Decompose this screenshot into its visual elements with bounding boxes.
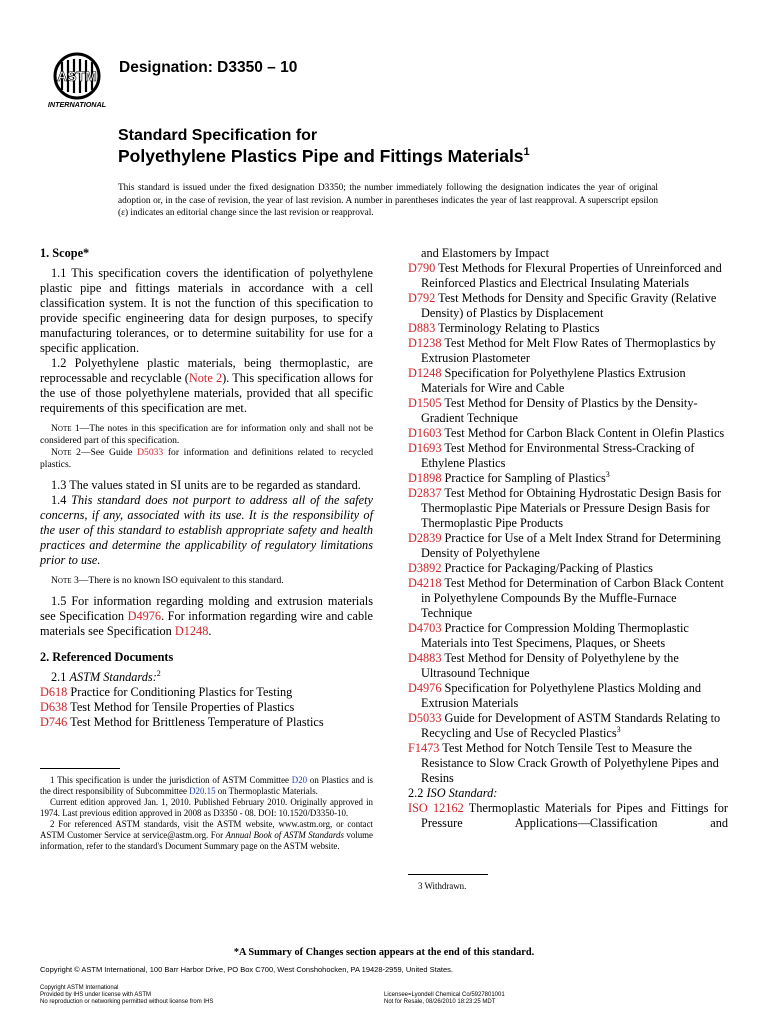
note-2-link[interactable]: Note 2: [188, 371, 223, 385]
d4976-link[interactable]: D4976: [127, 609, 162, 623]
ref-code[interactable]: D1238: [408, 336, 442, 350]
preamble: This standard is issued under the fixed designation D3350; the number immediately following the designation indicates the year of original adoption or, in the case of revision, the year of last revision. A number in parentheses indicates the year of last reapproval. A superscript epsilon (ε) indicates an editorial change since the last revision or reapproval.: [118, 183, 658, 218]
ref-title: Test Method for Carbon Black Content in Olefin Plastics: [441, 426, 725, 440]
ref-title: Test Method for Notch Tensile Test to Measure the Resistance to Slow Crack Growth of Polyethylene Pipes and Resins: [421, 741, 719, 785]
footnote-rule-right: [408, 874, 488, 875]
ref-code[interactable]: D4883: [408, 651, 442, 665]
ref-title: Test Method for Tensile Properties of Plastics: [67, 700, 295, 714]
reference-item: [408, 681, 728, 711]
title-footnote-mark: 1: [523, 146, 530, 159]
d1248-link[interactable]: D1248: [174, 624, 209, 638]
reference-item: [40, 715, 373, 730]
ref-continuation: and Elastomers by Impact: [421, 246, 550, 260]
note-3: Note 3—There is no known ISO equivalent to this standard.: [51, 575, 284, 586]
para-1-4: 1.4 This standard does not purport to address all of the safety concerns, if any, associated with its use. It is the responsibility of the user of this standard to establish appropriate safety and health practices and determine the applicability of regulatory limitations prior to use.: [40, 493, 373, 567]
ref-title: Test Method for Environmental Stress-Cracking of Ethylene Plastics: [421, 441, 695, 470]
ref-title: Practice for Use of a Melt Index Strand for Determining Density of Polyethylene: [421, 531, 721, 560]
right-column: [408, 246, 728, 831]
ref-code[interactable]: D1603: [408, 426, 442, 440]
reference-item: [408, 576, 728, 621]
reference-item: [408, 471, 728, 486]
footnotes: [40, 775, 373, 852]
reference-item: [408, 366, 728, 396]
ref-title: Test Method for Brittleness Temperature of Plastics: [67, 715, 324, 729]
note-1: Note 1—The notes in this specification are for information only and shall not be considered part of this specification.: [40, 423, 373, 446]
para-1-5: 1.5 For information regarding molding and extrusion materials see Specification D4976. For information regarding wire and cable materials see Specification D1248.: [40, 594, 373, 638]
ref-title: Test Method for Density of Polyethylene by the Ultrasound Technique: [421, 651, 679, 680]
para-1-3: 1.3 The values stated in SI units are to be regarded as standard.: [51, 478, 361, 492]
footnote-3: 3 Withdrawn.: [418, 881, 467, 891]
ref-title: Test Method for Determination of Carbon Black Content in Polyethylene Compounds By the Muffle-Furnace Technique: [421, 576, 724, 620]
left-reference-list: [40, 685, 373, 730]
reference-item: [408, 261, 728, 291]
resale-line: Not for Resale, 08/26/2010 18:23:25 MDT: [384, 999, 496, 1005]
reference-item: [408, 486, 728, 531]
reference-item: [408, 741, 728, 786]
title-line2: [118, 146, 530, 167]
section-2-heading: 2. Referenced Documents: [40, 650, 174, 664]
ref-title: Practice for Packaging/Packing of Plastics: [441, 561, 653, 575]
footnote-1: 1 This specification is under the jurisdiction of ASTM Committee D20 on Plastics and is the direct responsibility of Subcommittee D20.15 on Thermoplastic Materials.: [40, 775, 373, 796]
ref-title: Practice for Compression Molding Thermoplastic Materials into Test Specimens, Plaques, or Sheets: [421, 621, 689, 650]
ref-footnote-mark: 3: [616, 724, 621, 734]
d20-link[interactable]: D20: [291, 775, 308, 785]
ref-title: Test Method for Density of Plastics by the Density-Gradient Technique: [421, 396, 698, 425]
reference-item: [408, 426, 728, 441]
ref-title: Guide for Development of ASTM Standards Relating to Recycling and Use of Recycled Plastics: [421, 711, 721, 740]
d5033-link[interactable]: D5033: [137, 447, 164, 458]
reference-item: [408, 441, 728, 471]
section-1-heading: 1. Scope*: [40, 246, 90, 260]
ref-title: Terminology Relating to Plastics: [435, 321, 600, 335]
ref-title: Specification for Polyethylene Plastics Molding and Extrusion Materials: [421, 681, 702, 710]
copyright-line: Copyright © ASTM International, 100 Barr Harbor Drive, PO Box C700, West Conshohocken, PA 19428-2959, United States.: [40, 965, 453, 974]
footnote-1-edition: Current edition approved Jan. 1, 2010. Published February 2010. Originally approved in 1974. Last previous edition approved in 2008 as D3350 - 08. DOI: 10.1520/D3350-10.: [40, 797, 373, 818]
license-line: Provided by IHS under license with ASTM: [40, 992, 152, 998]
ref-code[interactable]: D792: [408, 291, 436, 305]
ref-title: Practice for Conditioning Plastics for Testing: [67, 685, 293, 699]
ref-title: Practice for Sampling of Plastics: [441, 471, 606, 485]
title-text: Polyethylene Plastics Pipe and Fittings Materials: [118, 146, 524, 166]
ref-code[interactable]: D638: [40, 700, 68, 714]
ref-title: Specification for Polyethylene Plastics Extrusion Materials for Wire and Cable: [421, 366, 686, 395]
para-1-1: 1.1 This specification covers the identification of polyethylene plastic pipe and fittings materials in accordance with a cell classification system. It is not the function of this specification to provide specific engineering data for design purposes, to specify manufacturing tolerances, or to determine suitability for use for a specific application.: [40, 266, 373, 355]
ref-footnote-mark: 3: [605, 469, 610, 479]
reference-item: [40, 700, 373, 715]
ref-code[interactable]: D746: [40, 715, 68, 729]
licensee-line: Licensee=Lyondell Chemical Co/5927801001: [384, 992, 505, 998]
ref-code[interactable]: D5033: [408, 711, 442, 725]
ref-code[interactable]: D1505: [408, 396, 442, 410]
ref-code[interactable]: F1473: [408, 741, 440, 755]
ref-code[interactable]: D1248: [408, 366, 442, 380]
ref-title: Test Method for Melt Flow Rates of Thermoplastics by Extrusion Plastometer: [421, 336, 716, 365]
ref-iso-12162: ISO 12162 Thermoplastic Materials for Pipes and Fittings for Pressure Applications—Classification and: [408, 801, 728, 830]
astm-standards-label: 2.1 ASTM Standards:$^2$: [51, 668, 161, 684]
ref-code[interactable]: D1898: [408, 471, 442, 485]
ref-code[interactable]: D790: [408, 261, 436, 275]
reference-item: [408, 321, 728, 336]
reference-item: [408, 396, 728, 426]
note-2: Note 2—See Guide D5033 for information and definitions related to recycled plastics.: [40, 447, 373, 470]
footnote-2: 2 For referenced ASTM standards, visit the ASTM website, www.astm.org, or contact ASTM Customer Service at service@astm.org. For Annual Book of ASTM Standards volume information, refer to the standard's Document Summary page on the ASTM website.: [40, 819, 373, 851]
reference-item: [40, 685, 373, 700]
ref-code[interactable]: D883: [408, 321, 436, 335]
ref-title: Test Method for Obtaining Hydrostatic Design Basis for Thermoplastic Pipe Materials or Pressure Design Basis for Thermoplastic Pipe Products: [421, 486, 722, 530]
d20-15-link[interactable]: D20.15: [189, 786, 216, 796]
reference-item: [408, 531, 728, 561]
astm-logo: [44, 50, 110, 110]
title-line1: Standard Specification for: [118, 127, 318, 144]
reference-item: [408, 336, 728, 366]
logo-subtext: INTERNATIONAL: [47, 100, 107, 109]
ref-code[interactable]: D2839: [408, 531, 442, 545]
ref-code[interactable]: D3892: [408, 561, 442, 575]
logo-text: ASTM: [57, 68, 97, 84]
ref-code[interactable]: D4703: [408, 621, 442, 635]
ref-code[interactable]: ISO 12162: [408, 801, 464, 815]
license-line: Copyright ASTM International: [40, 985, 119, 991]
summary-notice: *A Summary of Changes section appears at the end of this standard.: [233, 947, 535, 958]
right-reference-list: [408, 261, 728, 786]
ref-code[interactable]: D2837: [408, 486, 442, 500]
footnote-rule: [40, 768, 120, 769]
para-1-2: 1.2 Polyethylene plastic materials, being thermoplastic, are reprocessable and recyclable (Note 2). This specification allows for the use of those polyethylene materials, provided that all specific requirements of this specification are met.: [40, 356, 373, 415]
ref-title: Test Methods for Density and Specific Gravity (Relative Density) of Plastics by Displacement: [421, 291, 717, 320]
reference-item: [408, 561, 728, 576]
reference-item: [408, 621, 728, 651]
reference-item: [408, 711, 728, 741]
ref-code[interactable]: D618: [40, 685, 68, 699]
designation: Designation: D3350 – 10: [119, 59, 298, 76]
ref-code[interactable]: D1693: [408, 441, 442, 455]
license-info-left: [40, 985, 213, 1006]
left-column: [40, 246, 373, 730]
reference-item: [408, 291, 728, 321]
license-info-right: [384, 992, 505, 1006]
iso-standard-label: 2.2 ISO Standard:: [408, 786, 498, 800]
ref-title: Test Methods for Flexural Properties of Unreinforced and Reinforced Plastics and Electrical Insulating Materials: [421, 261, 722, 290]
license-line: No reproduction or networking permitted without license from IHS: [40, 999, 214, 1005]
ref-code[interactable]: D4976: [408, 681, 442, 695]
ref-code[interactable]: D4218: [408, 576, 442, 590]
reference-item: [408, 651, 728, 681]
